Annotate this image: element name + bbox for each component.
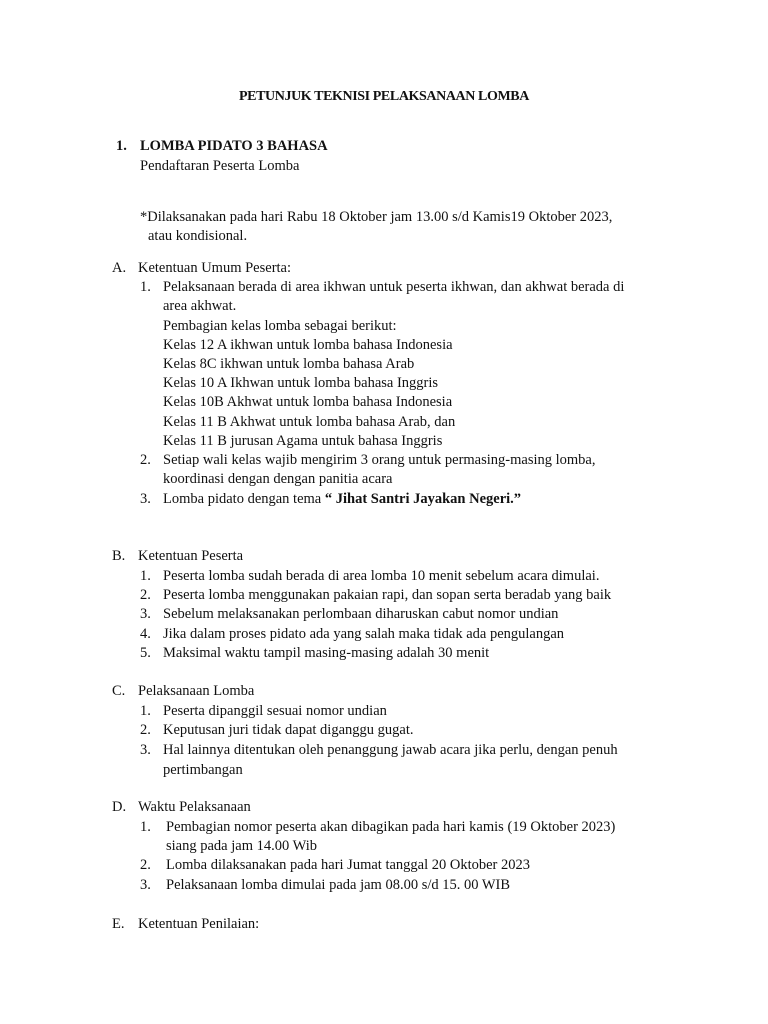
theme-prefix: Lomba pidato dengan tema bbox=[163, 491, 325, 507]
class-item: Kelas 10 A Ikhwan untuk lomba bahasa Inggris bbox=[163, 375, 439, 391]
section-letter-e: E. bbox=[112, 916, 125, 932]
list-item: Peserta dipanggil sesuai nomor undian bbox=[163, 703, 387, 719]
section-letter-c: C. bbox=[112, 683, 126, 699]
list-number: 3. bbox=[140, 742, 151, 758]
list-number: 1. bbox=[140, 819, 151, 835]
list-item: Peserta lomba sudah berada di area lomba 10 menit sebelum acara dimulai. bbox=[163, 568, 600, 584]
list-number: 2. bbox=[140, 857, 151, 873]
section-d-heading: Waktu Pelaksanaan bbox=[138, 799, 251, 815]
class-item: Kelas 11 B Akhwat untuk lomba bahasa Arab, dan bbox=[163, 414, 456, 430]
section-c-heading: Pelaksanaan Lomba bbox=[138, 683, 255, 699]
list-number: 4. bbox=[140, 626, 151, 642]
schedule-note: *Dilaksanakan pada hari Rabu 18 Oktober jam 13.00 s/d Kamis19 Oktober 2023, bbox=[140, 209, 613, 225]
list-item: Jika dalam proses pidato ada yang salah maka tidak ada pengulangan bbox=[163, 626, 565, 642]
class-item: Kelas 8C ikhwan untuk lomba bahasa Arab bbox=[163, 356, 415, 372]
list-item: Keputusan juri tidak dapat diganggu gugat. bbox=[163, 722, 414, 738]
list-item: Peserta lomba menggunakan pakaian rapi, dan sopan serta beradab yang baik bbox=[163, 587, 612, 603]
list-item-cont: pertimbangan bbox=[163, 762, 243, 778]
list-item: Hal lainnya ditentukan oleh penanggung jawab acara jika perlu, dengan penuh bbox=[163, 742, 618, 758]
list-number: 1. bbox=[140, 279, 151, 295]
list-number: 2. bbox=[140, 452, 151, 468]
class-item: Kelas 12 A ikhwan untuk lomba bahasa Indonesia bbox=[163, 337, 453, 353]
section-subheading: Pendaftaran Peserta Lomba bbox=[140, 158, 300, 174]
list-item: Pembagian nomor peserta akan dibagikan pada hari kamis (19 Oktober 2023) bbox=[166, 819, 616, 835]
list-number: 2. bbox=[140, 722, 151, 738]
list-item: Maksimal waktu tampil masing-masing adalah 30 menit bbox=[163, 645, 490, 661]
section-a-heading: Ketentuan Umum Peserta: bbox=[138, 260, 292, 276]
list-item: Setiap wali kelas wajib mengirim 3 orang untuk permasing-masing lomba, bbox=[163, 452, 596, 468]
theme-title: “ Jihat Santri Jayakan Negeri.” bbox=[324, 491, 522, 507]
class-item: Kelas 11 B jurusan Agama untuk bahasa Inggris bbox=[163, 433, 443, 449]
schedule-note-cont: atau kondisional. bbox=[148, 228, 248, 244]
section-b-heading: Ketentuan Peserta bbox=[138, 548, 244, 564]
list-number: 1. bbox=[140, 568, 151, 584]
list-number: 3. bbox=[140, 877, 151, 893]
list-item: Lomba dilaksanakan pada hari Jumat tanggal 20 Oktober 2023 bbox=[166, 857, 531, 873]
list-number: 1. bbox=[140, 703, 151, 719]
page-title: PETUNJUK TEKNISI PELAKSANAAN LOMBA bbox=[239, 89, 529, 104]
section-letter-d: D. bbox=[112, 799, 127, 815]
class-item: Kelas 10B Akhwat untuk lomba bahasa Indonesia bbox=[163, 394, 453, 410]
list-item-cont: siang pada jam 14.00 Wib bbox=[166, 838, 317, 854]
section-heading: LOMBA PIDATO 3 BAHASA bbox=[140, 138, 328, 154]
list-number: 3. bbox=[140, 491, 151, 507]
list-item bbox=[163, 492, 521, 507]
list-number: 2. bbox=[140, 587, 151, 603]
list-number: 3. bbox=[140, 606, 151, 622]
list-item: Pelaksanaan berada di area ikhwan untuk peserta ikhwan, dan akhwat berada di bbox=[163, 279, 625, 295]
list-number: 5. bbox=[140, 645, 151, 661]
section-e-heading: Ketentuan Penilaian: bbox=[138, 916, 260, 932]
list-item: Sebelum melaksanakan perlombaan diharuskan cabut nomor undian bbox=[163, 606, 559, 622]
section-letter-b: B. bbox=[112, 548, 126, 564]
section-number: 1. bbox=[116, 138, 127, 154]
list-item: Pelaksanaan lomba dimulai pada jam 08.00 s/d 15. 00 WIB bbox=[166, 877, 511, 893]
classes-intro: Pembagian kelas lomba sebagai berikut: bbox=[163, 318, 397, 334]
list-item-cont: koordinasi dengan dengan panitia acara bbox=[163, 471, 393, 487]
section-letter-a: A. bbox=[112, 260, 127, 276]
list-item-cont: area akhwat. bbox=[163, 298, 237, 314]
